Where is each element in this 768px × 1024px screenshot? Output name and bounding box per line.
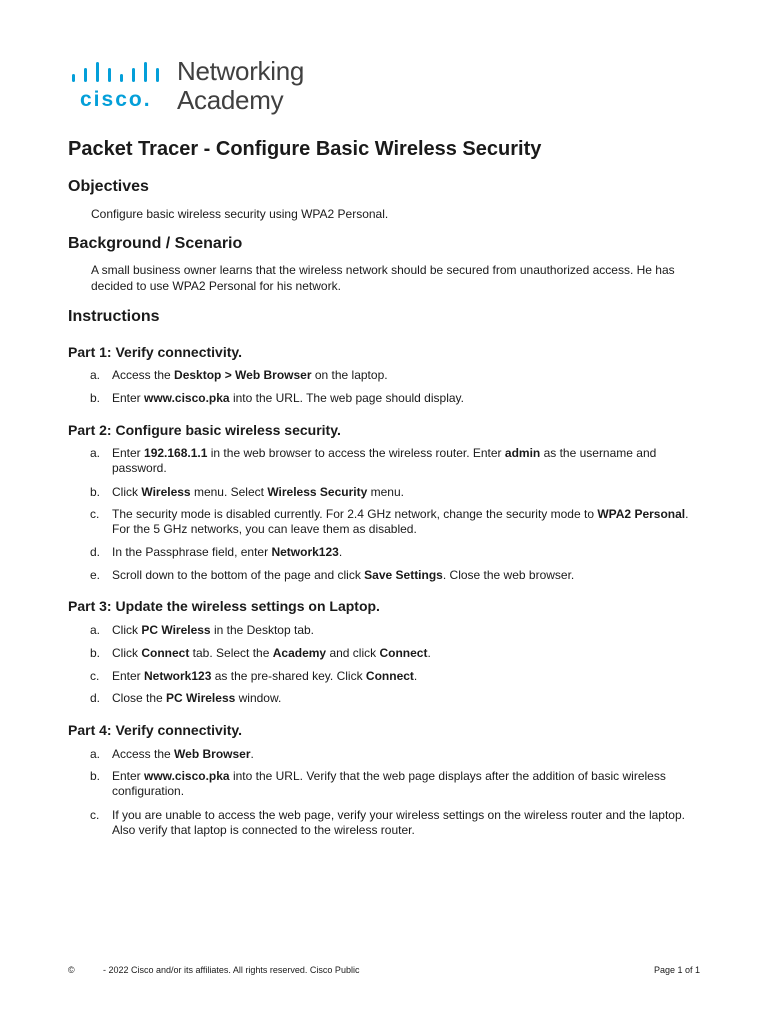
bold-term: Save Settings bbox=[364, 568, 443, 582]
page-title: Packet Tracer - Configure Basic Wireless Security bbox=[68, 138, 542, 160]
step-item bbox=[90, 368, 700, 383]
step-label: b. bbox=[90, 391, 101, 405]
instructions-heading: Instructions bbox=[68, 308, 160, 325]
text-segment: In the Passphrase field, enter bbox=[112, 545, 272, 559]
text-segment: menu. bbox=[367, 485, 404, 499]
text-segment: Click bbox=[112, 646, 142, 660]
bold-term: admin bbox=[504, 446, 541, 460]
step-item bbox=[90, 391, 700, 406]
part-4-heading: Part 4: Verify connectivity. bbox=[68, 722, 243, 738]
bold-term: Connect bbox=[141, 646, 190, 660]
background-heading: Background / Scenario bbox=[68, 235, 243, 252]
step-text bbox=[112, 623, 700, 638]
text-segment: . bbox=[250, 747, 254, 761]
step-item bbox=[90, 507, 700, 537]
text-segment: . Close the web browser. bbox=[442, 568, 575, 582]
bold-term: PC Wireless bbox=[166, 691, 236, 705]
step-label: b. bbox=[90, 485, 101, 499]
text-segment: menu. Select bbox=[190, 485, 268, 499]
step-item bbox=[90, 485, 700, 500]
step-item bbox=[90, 623, 700, 638]
bold-term: Connect bbox=[365, 669, 414, 683]
step-label: e. bbox=[90, 568, 101, 582]
step-label: a. bbox=[90, 747, 101, 761]
text-segment: Enter bbox=[112, 669, 145, 683]
step-text bbox=[112, 507, 700, 537]
step-item bbox=[90, 568, 700, 583]
step-label: a. bbox=[90, 446, 101, 460]
bold-term: www.cisco.pka bbox=[144, 391, 230, 405]
bold-term: WPA2 Personal bbox=[597, 507, 686, 521]
text-segment: as the username and password. bbox=[112, 446, 657, 475]
text-segment: and click bbox=[326, 646, 380, 660]
page-number: Page 1 of 1 bbox=[653, 965, 700, 975]
bold-term: www.cisco.pka bbox=[144, 769, 230, 783]
step-label: c. bbox=[90, 669, 100, 683]
part-2-heading: Part 2: Configure basic wireless security. bbox=[68, 422, 341, 438]
step-item bbox=[90, 808, 700, 838]
background-text: A small business owner learns that the wireless network should be secured from unauthorized access. He has decided to use WPA2 Personal for his network. bbox=[91, 263, 675, 293]
bold-term: Network123 bbox=[144, 669, 212, 683]
bold-term: Academy bbox=[272, 646, 327, 660]
step-item bbox=[90, 545, 700, 560]
objectives-text: Configure basic wireless security using WPA2 Personal. bbox=[91, 207, 389, 221]
text-segment: on the laptop. bbox=[311, 368, 388, 382]
step-text bbox=[112, 646, 700, 661]
step-label: d. bbox=[90, 691, 101, 705]
text-segment: Access the bbox=[112, 747, 175, 761]
step-item bbox=[90, 691, 700, 706]
bold-term: Wireless Security bbox=[267, 485, 368, 499]
text-segment: If you are unable to access the web page, verify your wireless settings on the wireless router and the laptop. Also verify that laptop is connected to the wireless router. bbox=[112, 808, 685, 837]
objectives-heading: Objectives bbox=[68, 178, 149, 195]
step-label: a. bbox=[90, 623, 101, 637]
step-text bbox=[112, 446, 700, 476]
cisco-networking-academy-logo bbox=[72, 58, 322, 116]
step-text bbox=[112, 485, 700, 500]
step-item bbox=[90, 769, 700, 799]
bold-term: 192.168.1.1 bbox=[144, 446, 208, 460]
text-segment: Access the bbox=[112, 368, 175, 382]
step-text bbox=[112, 391, 700, 406]
bold-term: Wireless bbox=[141, 485, 191, 499]
step-text bbox=[112, 545, 700, 560]
step-label: c. bbox=[90, 507, 100, 521]
step-label: a. bbox=[90, 368, 101, 382]
text-segment: into the URL. Verify that the web page displays after the addition of basic wireless configuration. bbox=[112, 769, 666, 798]
text-segment: . bbox=[338, 545, 343, 559]
step-text bbox=[112, 691, 700, 706]
step-label: c. bbox=[90, 808, 100, 822]
step-text bbox=[112, 568, 700, 583]
part-1-heading: Part 1: Verify connectivity. bbox=[68, 344, 243, 360]
step-text bbox=[112, 368, 700, 383]
text-segment: Enter bbox=[112, 446, 145, 460]
text-segment: into the URL. The web page should display. bbox=[229, 391, 464, 405]
text-segment: tab. Select the bbox=[189, 646, 273, 660]
step-item bbox=[90, 747, 700, 762]
cisco-wordmark: cisco. bbox=[80, 88, 152, 111]
step-text bbox=[112, 769, 700, 799]
bold-term: Desktop > Web Browser bbox=[174, 368, 312, 382]
text-segment: as the pre-shared key. Click bbox=[211, 669, 366, 683]
step-item bbox=[90, 646, 700, 661]
bold-term: PC Wireless bbox=[141, 623, 211, 637]
text-segment: Enter bbox=[112, 391, 145, 405]
step-label: b. bbox=[90, 769, 101, 783]
bold-term: Network123 bbox=[271, 545, 339, 559]
step-item bbox=[90, 669, 700, 684]
logo-academy-text: Academy bbox=[177, 85, 284, 115]
step-label: b. bbox=[90, 646, 101, 660]
text-segment: . For the 5 GHz networks, you can leave them as disabled. bbox=[112, 507, 689, 536]
copyright-symbol: © bbox=[68, 965, 75, 975]
text-segment: . bbox=[427, 646, 431, 660]
text-segment: Click bbox=[112, 485, 142, 499]
copyright-text: - 2022 Cisco and/or its affiliates. All rights reserved. Cisco Public bbox=[103, 965, 360, 975]
step-text bbox=[112, 669, 700, 684]
text-segment: window. bbox=[235, 691, 282, 705]
bold-term: Web Browser bbox=[174, 747, 251, 761]
text-segment: Click bbox=[112, 623, 142, 637]
bold-term: Connect bbox=[379, 646, 428, 660]
step-text bbox=[112, 808, 700, 838]
cisco-bars-icon bbox=[72, 60, 168, 82]
part-3-heading: Part 3: Update the wireless settings on Laptop. bbox=[68, 598, 380, 614]
logo-networking-text: Networking bbox=[177, 56, 305, 86]
text-segment: The security mode is disabled currently. For 2.4 GHz network, change the security mode to bbox=[112, 507, 598, 521]
text-segment: in the Desktop tab. bbox=[210, 623, 315, 637]
text-segment: Close the bbox=[112, 691, 167, 705]
step-label: d. bbox=[90, 545, 101, 559]
text-segment: Scroll down to the bottom of the page and click bbox=[112, 568, 365, 582]
text-segment: . bbox=[413, 669, 418, 683]
step-text bbox=[112, 747, 700, 762]
text-segment: in the web browser to access the wireless router. Enter bbox=[207, 446, 505, 460]
text-segment: Enter bbox=[112, 769, 145, 783]
step-item bbox=[90, 446, 700, 476]
